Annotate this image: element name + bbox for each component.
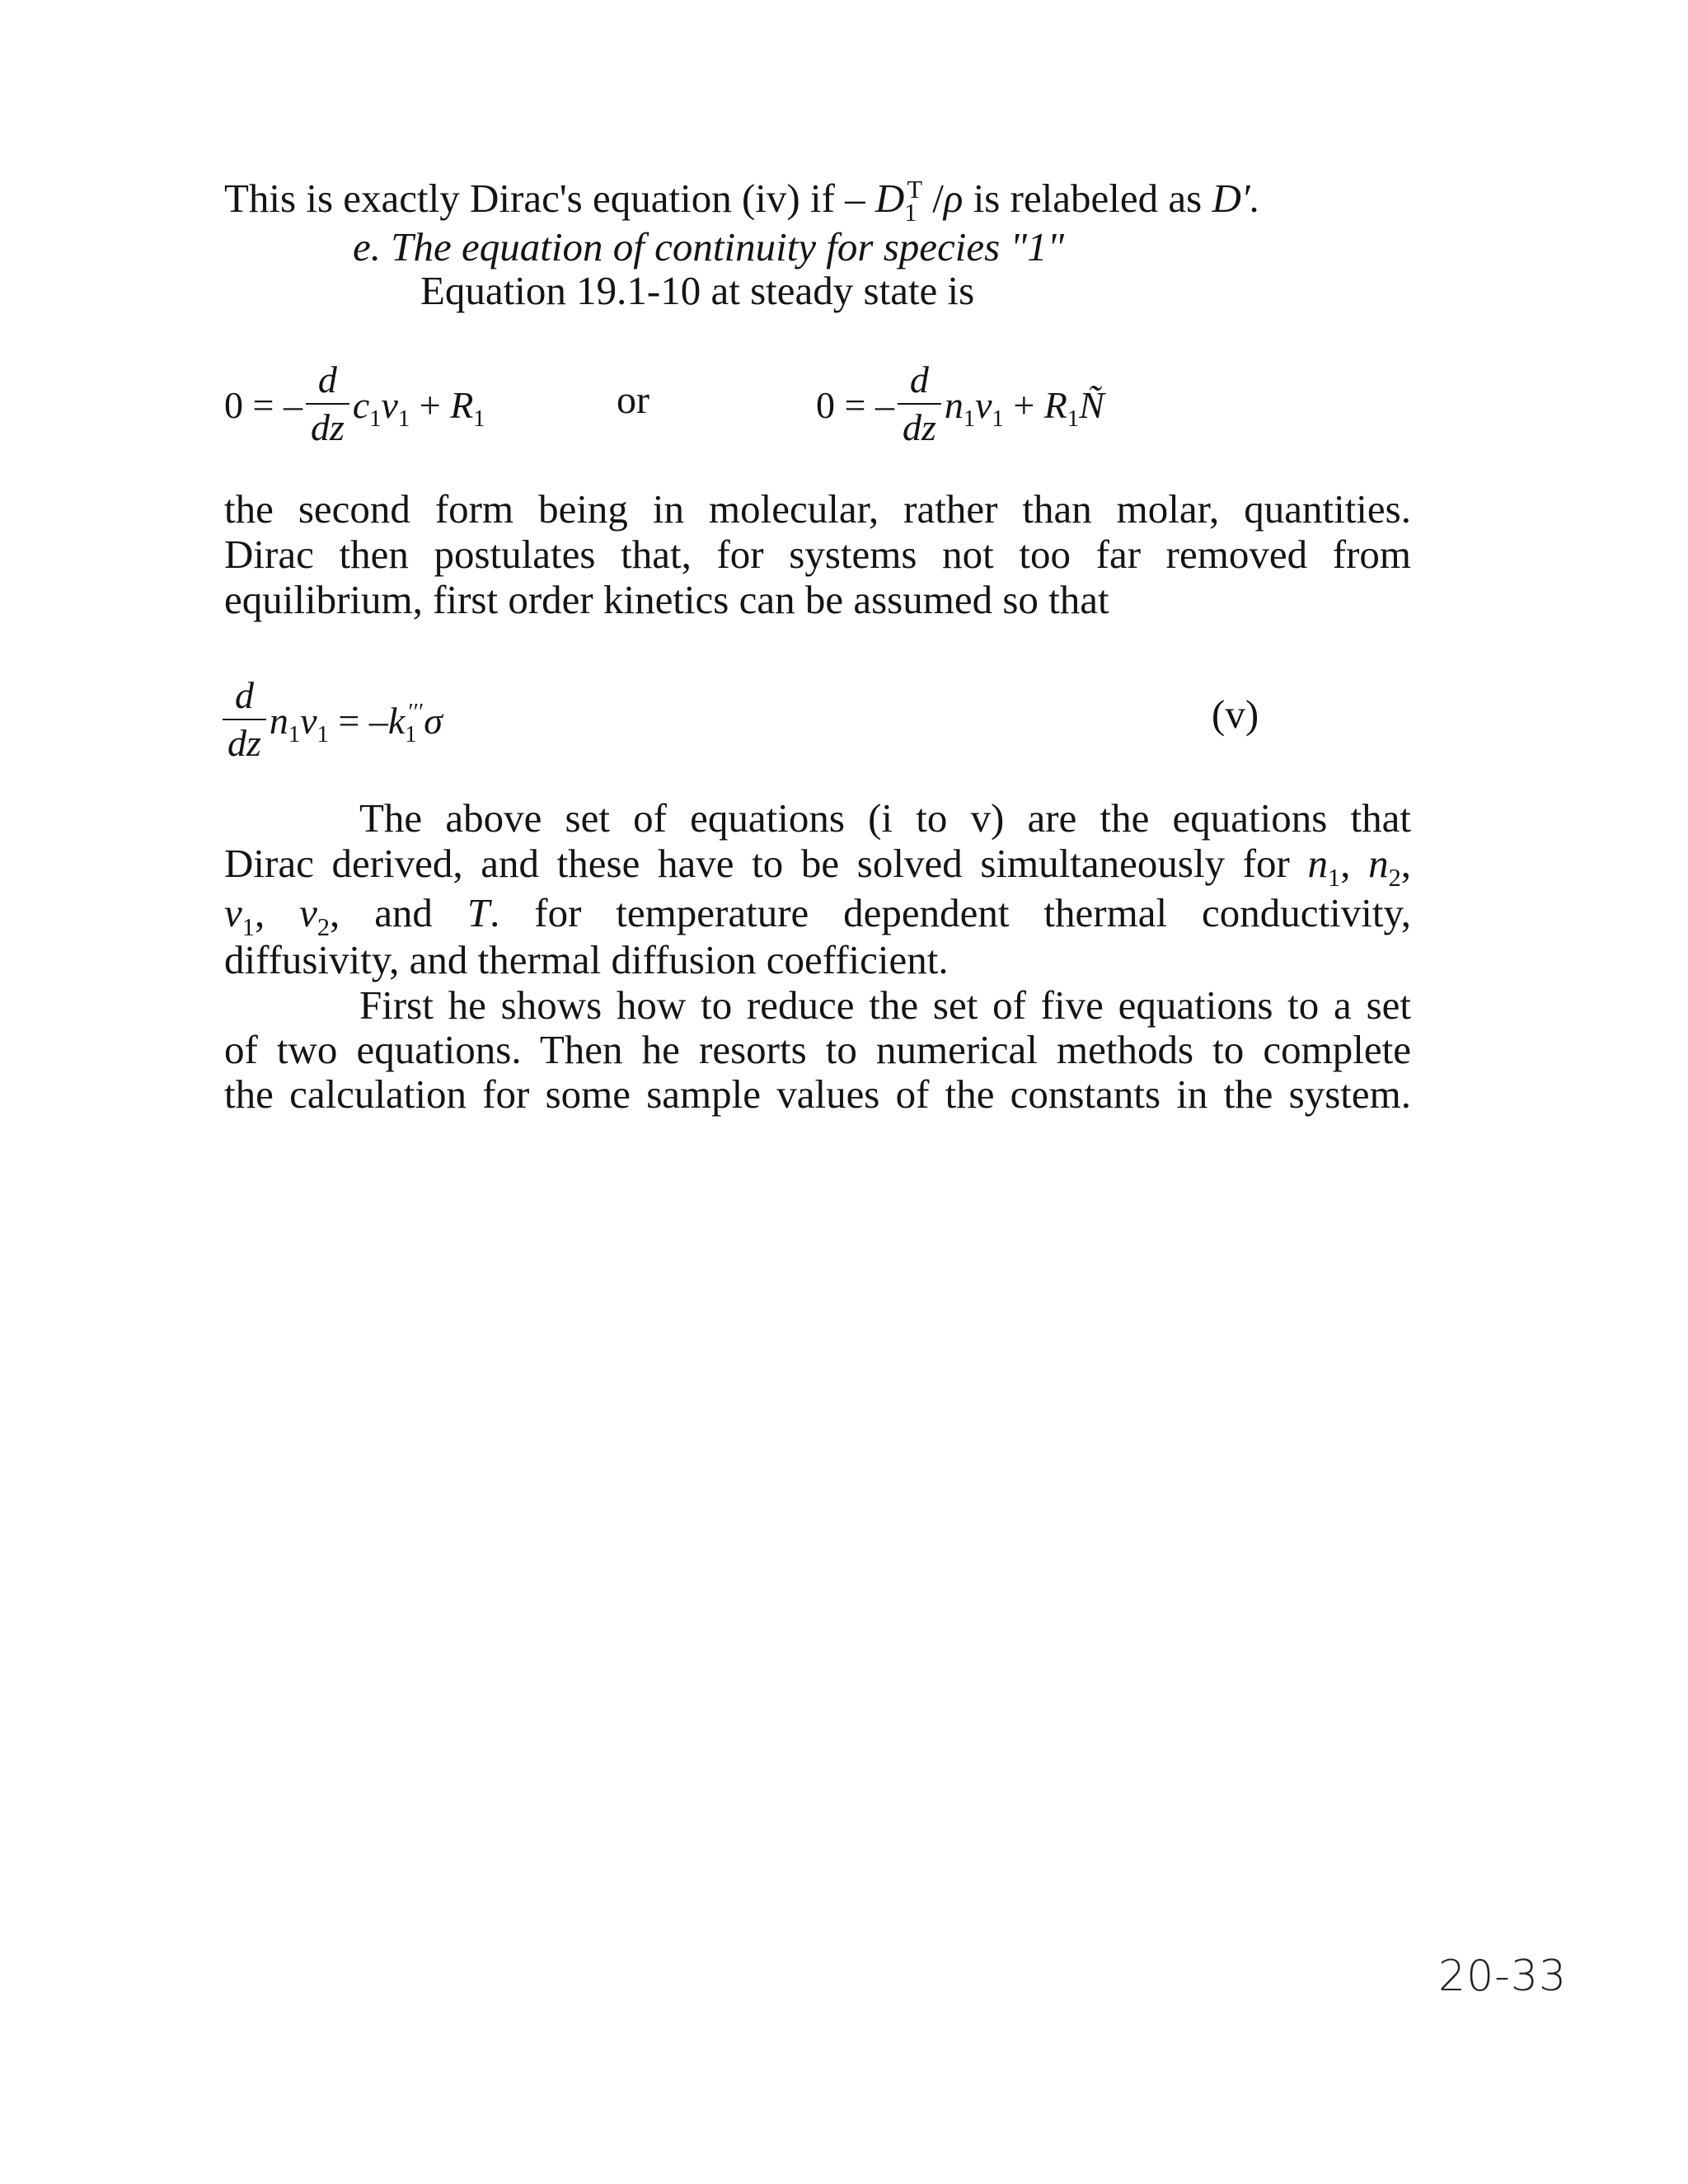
subscript: 1 [397,405,410,432]
text-fragment: . for temperature dependent thermal conductivity, [490,890,1412,935]
subscript: 1 [1067,405,1080,432]
subscript: 1 [473,405,485,432]
variables-v1-v2 [224,890,340,941]
paragraph-line: The above set of equations (i to v) are the equations that [359,795,1411,841]
symbol-sigma: σ [424,699,443,742]
symbol-R: R [450,383,474,426]
subscript: 1 [963,405,976,432]
derivative-fraction [306,357,349,451]
fraction-denominator: dz [898,403,941,451]
text-fragment: is relabeled as [973,176,1203,221]
comma: , [1400,841,1412,886]
equation-rhs [352,382,485,432]
plus-sign: + [1013,383,1035,426]
derivative-fraction [223,673,266,766]
text-fragment: and [374,890,433,935]
minus-sign: – [845,176,865,221]
text-fragment: Dirac derived, and these have to be solved simultaneously for [224,841,1290,886]
comma: , [1340,841,1351,886]
equation-lhs: 0 = – [816,383,894,426]
variables-n1-n2 [1307,841,1412,892]
symbol-rho: ρ [943,176,964,221]
fraction-numerator: d [234,674,254,716]
paragraph-line: First he shows how to reduce the set of five equations to a set [359,982,1411,1028]
text-line-dirac-equation-iv [224,175,1411,227]
symbol-v: v [299,890,317,935]
paragraph-line: Dirac then postulates that, for systems not too far removed from [224,532,1411,577]
plus-sign: + [419,383,441,426]
symbol-v: v [300,699,317,742]
subscript: 1 [405,721,417,748]
equation-number: (v) [1212,691,1259,737]
slash: / [932,176,944,221]
comma: , [254,890,265,935]
equation-rhs [944,382,1104,432]
fraction-denominator: dz [306,403,349,451]
symbol-c: c [352,383,370,426]
subscript: 1 [904,198,917,227]
paragraph-line: of two equations. Then he resorts to numerical methods to complete [224,1027,1411,1072]
superscript: ′′′ [408,700,424,726]
page-number: 20-33 [1438,1952,1568,2001]
equation-lhs: 0 = – [224,383,302,426]
fraction-denominator: dz [223,719,266,766]
symbol-n: n [944,383,964,426]
subscript: 1 [992,405,1004,432]
superscript: T [907,175,923,204]
subscript: 1 [1328,863,1341,892]
symbol-D: D [874,176,905,221]
paragraph-line [224,890,1412,941]
symbol-n: n [1307,841,1328,886]
symbol-R: R [1043,383,1067,426]
subscript: 1 [369,405,382,432]
symbol-v: v [975,383,992,426]
paragraph-line: the second form being in molecular, rather than molar, quantities. [224,486,1411,532]
equation-first-order-kinetics [219,666,443,773]
symbol-n: n [269,699,288,742]
equation-continuity-molar [224,350,485,457]
fraction-numerator: d [909,359,929,401]
paragraph-line: diffusivity, and thermal diffusion coefficient. [224,937,949,982]
symbol-v: v [381,383,398,426]
paragraph-line: the calculation for some sample values of the constants in the system. [224,1071,1411,1117]
subscript: 1 [241,912,255,941]
fraction-numerator: d [317,359,337,401]
subscript: 2 [316,912,331,941]
equation-continuity-molecular [816,350,1104,457]
equation-body [269,697,443,748]
symbol-N-tilde: Ñ [1079,383,1104,426]
paragraph-line: equilibrium, first order kinetics can be assumed so that [224,577,1109,622]
symbol-n: n [1368,841,1389,886]
text-line-equation-intro: Equation 19.1-10 at steady state is [420,268,975,313]
subscript: 2 [1388,863,1401,892]
symbol-D-prime: D′. [1212,176,1260,221]
derivative-fraction [898,357,941,451]
text-fragment: This is exactly Dirac's equation (iv) if [224,176,835,221]
equals-minus: = – [338,699,388,742]
or-connector: or [617,378,649,422]
subscript: 1 [288,721,301,748]
comma: , [330,890,340,935]
subscript: 1 [316,721,329,748]
symbol-k: k [387,699,406,742]
symbol-T: T [467,890,490,935]
section-heading: e. The equation of continuity for species "1" [353,224,1065,269]
symbol-v: v [224,890,242,935]
paragraph-line [224,841,1412,892]
